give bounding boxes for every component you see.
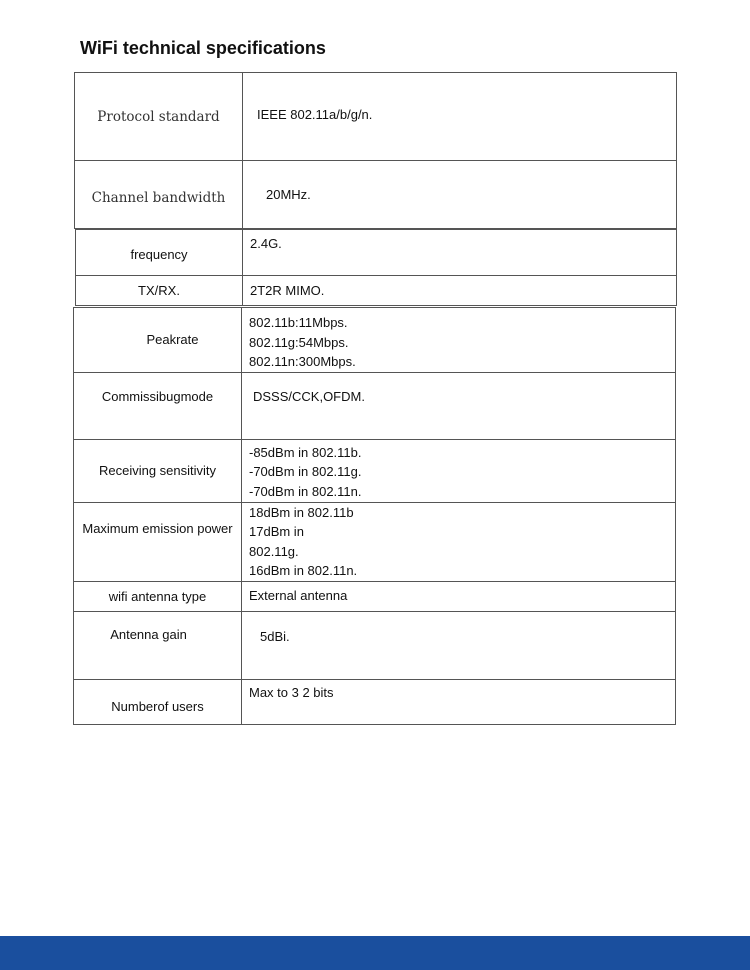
row-value (242, 308, 676, 373)
row-value (243, 73, 677, 161)
table-row (75, 161, 677, 229)
table-row (74, 439, 676, 502)
value-line: 2.4G. (250, 236, 282, 251)
page-title: WiFi technical specifications (80, 38, 326, 58)
value-line: Max to 3 2 bits (249, 684, 334, 700)
value-line: 18dBm in 802.11b (249, 504, 354, 520)
row-value (242, 679, 676, 724)
value-line: 802.11g. (249, 543, 299, 559)
spec-table-protocol (74, 72, 677, 229)
spec-table-frequency (75, 229, 677, 306)
value-line: -85dBm in 802.11b. (249, 444, 362, 460)
row-value (242, 611, 676, 679)
row-label: Protocol standard (75, 73, 243, 161)
row-value (243, 230, 677, 276)
table-row (75, 73, 677, 161)
row-value (243, 161, 677, 229)
row-label: Commissibugmode (74, 372, 242, 439)
row-label: frequency (76, 230, 243, 276)
table-row (76, 276, 677, 306)
row-label: Peakrate (74, 308, 242, 373)
row-value (242, 581, 676, 611)
value-line: 16dBm in 802.11n. (249, 563, 358, 578)
spec-table-performance (73, 307, 676, 725)
value-line: 17dBm in (249, 524, 304, 539)
table-row (74, 502, 676, 581)
value-line: -70dBm in 802.11g. (249, 464, 362, 479)
row-label: Channel bandwidth (75, 161, 243, 229)
table-row (74, 372, 676, 439)
value-line: External antenna (249, 588, 348, 604)
value-line: 802.11n:300Mbps. (249, 354, 356, 369)
table-row (74, 308, 676, 373)
value-line: DSSS/CCK,OFDM. (253, 388, 365, 404)
row-value (242, 502, 676, 581)
value-line: 2T2R MIMO. (250, 282, 325, 298)
value-line: 20MHz. (266, 187, 311, 202)
value-line: -70dBm in 802.11n. (249, 483, 362, 499)
row-label: TX/RX. (76, 276, 243, 306)
table-row (74, 581, 676, 611)
value-line: 802.11g:54Mbps. (249, 334, 349, 350)
table-row (74, 679, 676, 724)
row-label: wifi antenna type (74, 581, 242, 611)
row-value (242, 372, 676, 439)
table-row (76, 230, 677, 276)
row-value (242, 439, 676, 502)
row-value (243, 276, 677, 306)
value-line: 5dBi. (260, 628, 290, 644)
value-line: IEEE 802.11a/b/g/n. (257, 107, 373, 122)
row-label: Antenna gain (74, 611, 242, 679)
row-label: Numberof users (74, 679, 242, 724)
value-line: 802.11b:11Mbps. (249, 315, 348, 330)
footer-bar (0, 936, 750, 970)
row-label: Receiving sensitivity (74, 439, 242, 502)
table-row (74, 611, 676, 679)
row-label: Maximum emission power (74, 502, 242, 581)
